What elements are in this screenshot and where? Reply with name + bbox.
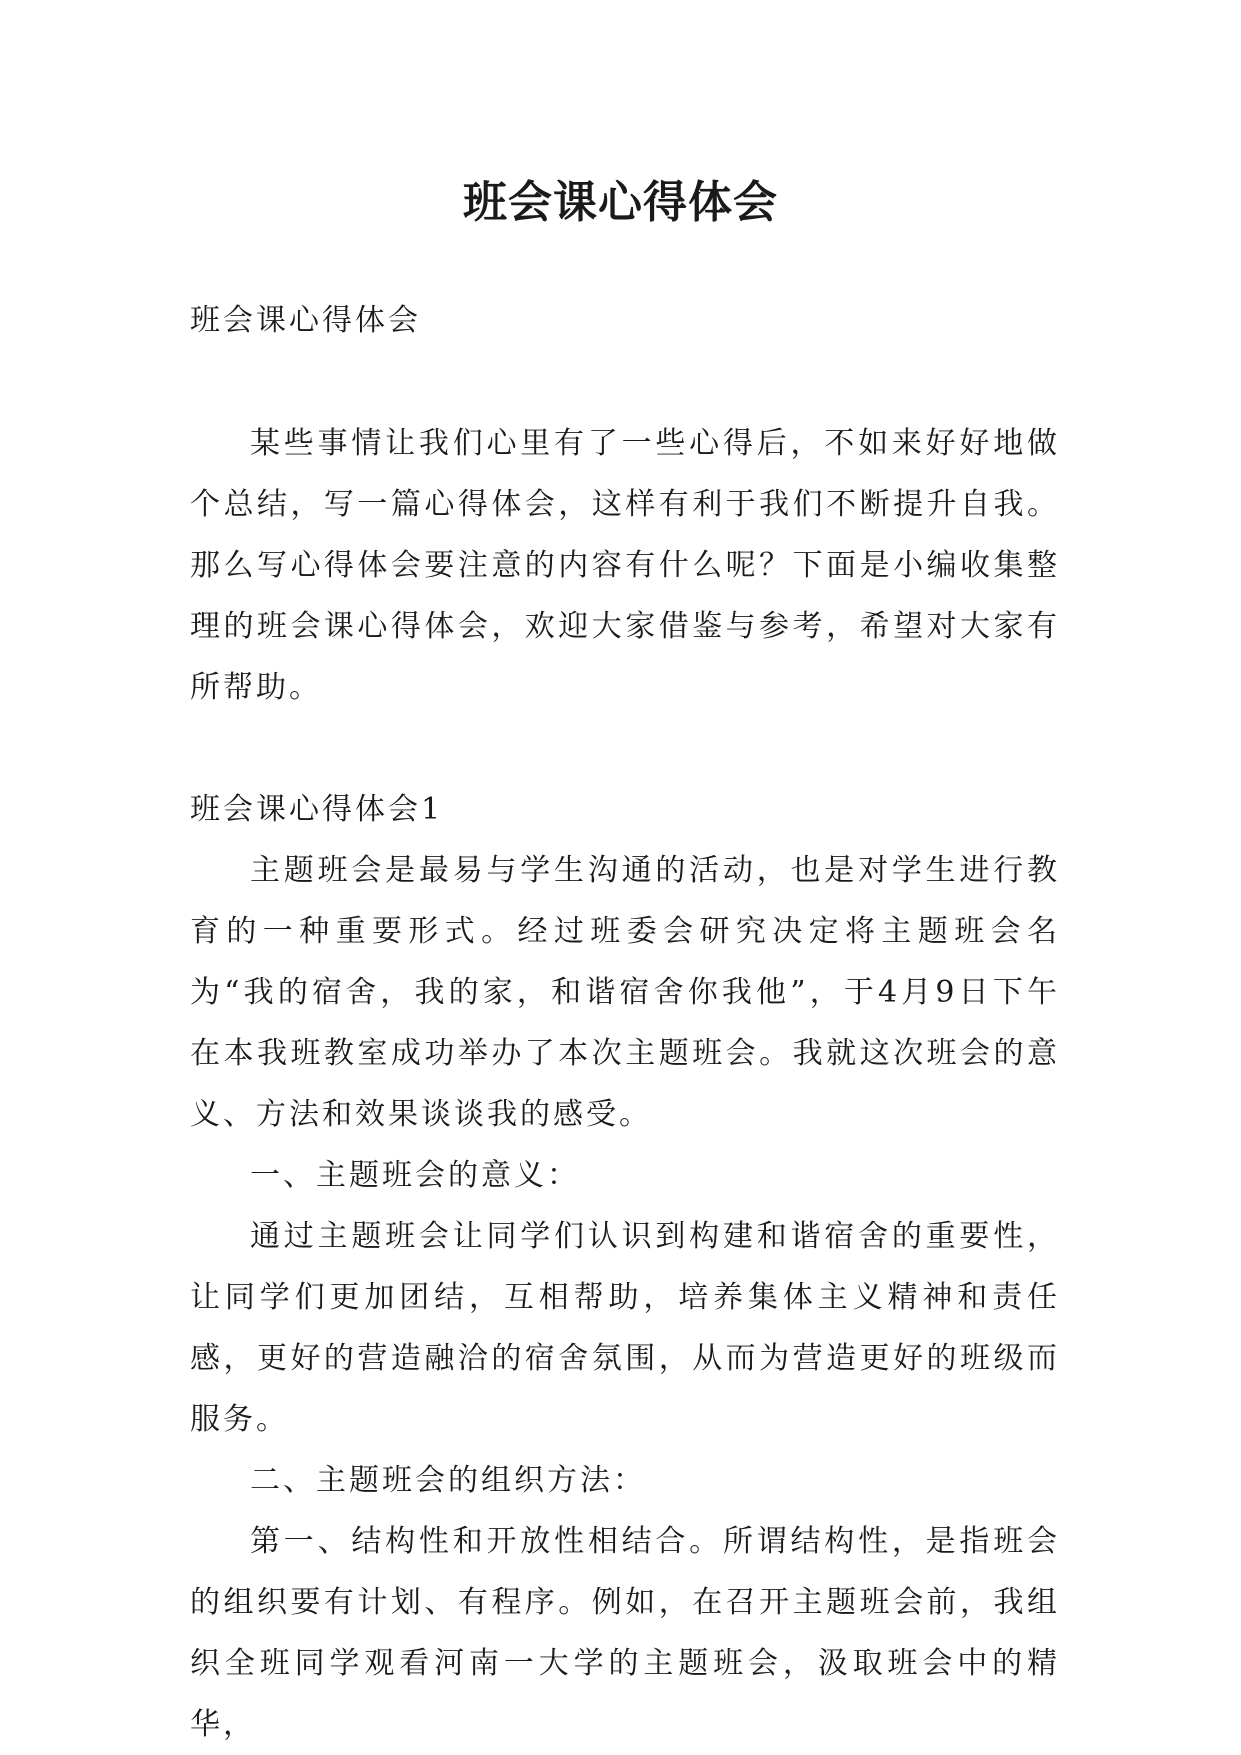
spacer xyxy=(190,718,1060,779)
document-title: 班会课心得体会 xyxy=(463,177,778,229)
document-subtitle: 班会课心得体会 xyxy=(190,303,421,338)
section-paragraph: 主题班会是最易与学生沟通的活动，也是对学生进行教育的一种重要形式。经过班委会研究决定将主题班会名为“我的宿舍，我的家，和谐宿舍你我他”，于4月9日下午在本我班教室成功举办了本次主题班会。我就这次班会的意义、方法和效果谈谈我的感受。 xyxy=(190,853,1060,1132)
document-body xyxy=(190,290,1060,1755)
section-paragraph: 第一、结构性和开放性相结合。所谓结构性，是指班会的组织要有计划、有程序。例如，在召开主题班会前，我组织全班同学观看河南一大学的主题班会，汲取班会中的精华， xyxy=(190,1524,1060,1742)
section-heading: 班会课心得体会1 xyxy=(190,792,444,827)
section-paragraph: 一、主题班会的意义： xyxy=(250,1158,580,1193)
section-paragraph: 二、主题班会的组织方法： xyxy=(250,1463,646,1498)
intro-paragraph: 某些事情让我们心里有了一些心得后，不如来好好地做个总结，写一篇心得体会，这样有利于我们不断提升自我。那么写心得体会要注意的内容有什么呢？下面是小编收集整理的班会课心得体会，欢迎大家借鉴与参考，希望对大家有所帮助。 xyxy=(190,426,1060,705)
section-paragraph: 通过主题班会让同学们认识到构建和谐宿舍的重要性，让同学们更加团结，互相帮助，培养集体主义精神和责任感，更好的营造融洽的宿舍氛围，从而为营造更好的班级而服务。 xyxy=(190,1219,1060,1437)
spacer xyxy=(190,351,1060,413)
